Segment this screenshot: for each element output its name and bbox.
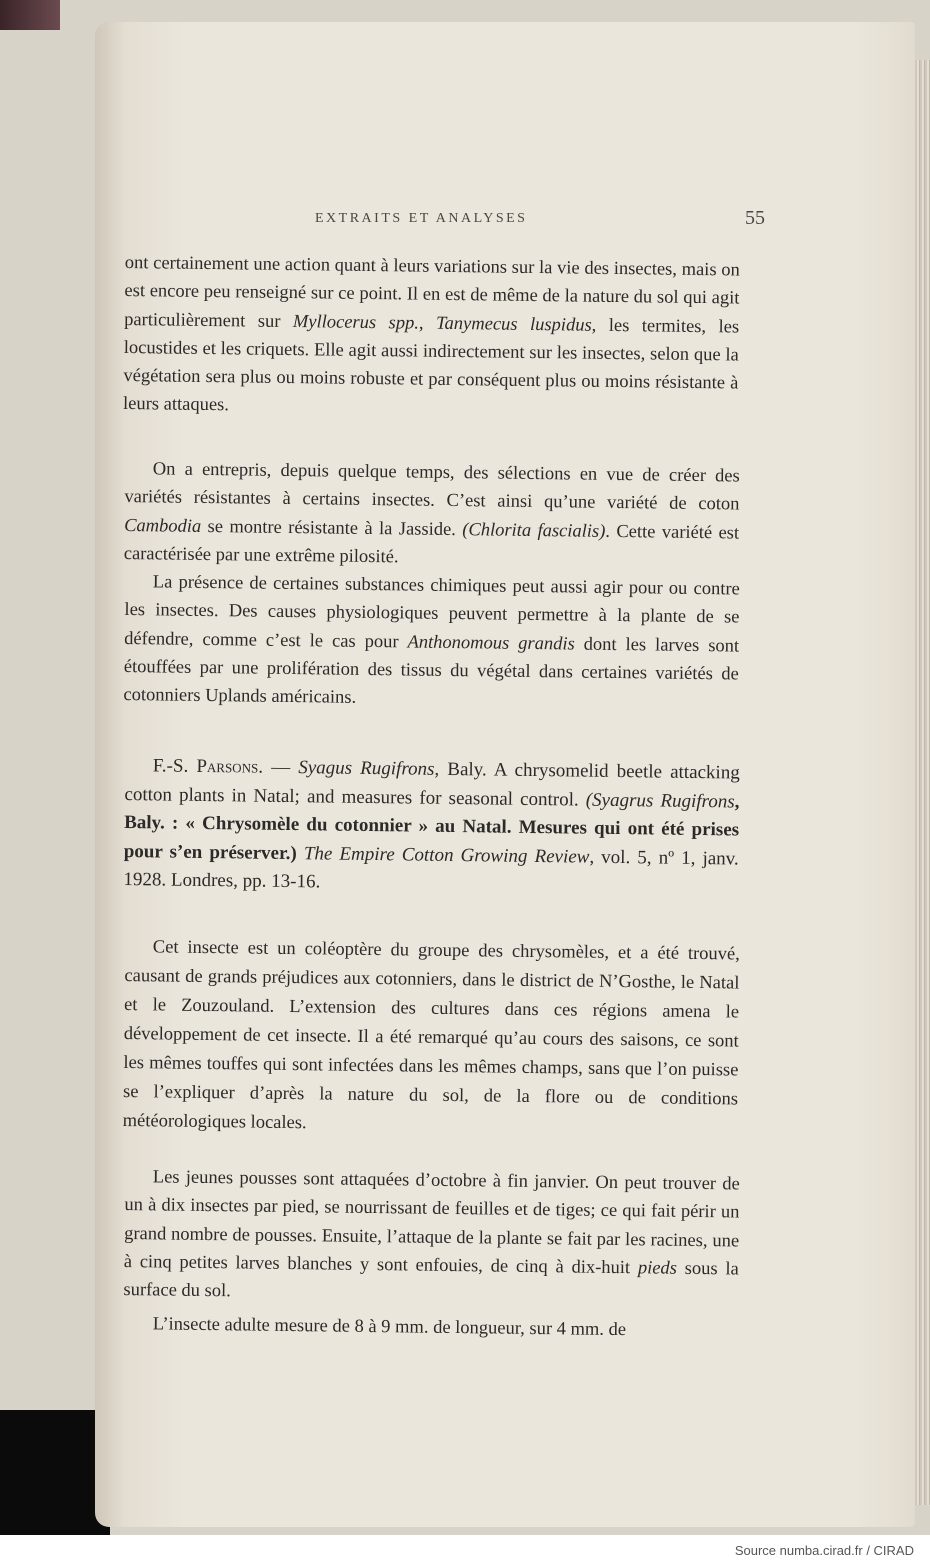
species-name: Tanymecus luspidus (435, 313, 592, 336)
text-run: dont les larves sont étouffées par une prolifération des tissus du végétal dans certaines variétés de cotonniers Uplands américains. (123, 634, 740, 709)
species-name: Anthonomous grandis (407, 632, 575, 655)
paragraph-2 (124, 455, 740, 576)
paragraph-3 (123, 568, 740, 717)
emphasis: pieds (637, 1258, 678, 1279)
running-title: EXTRAITS ET ANALYSES (315, 211, 528, 226)
reference-author: F.-S. Parsons. (152, 755, 264, 778)
paragraph-5 (123, 1163, 740, 1312)
paragraph-4 (123, 933, 740, 1143)
text-run: , les termites, les locustides et les criquets. Elle agit aussi indirectement sur les insectes, selon que la végétation sera plus ou moins robuste et par conséquent plus ou moins résistante à leurs attaques. (122, 315, 740, 416)
species-name: Syagus Rugifrons (298, 757, 435, 780)
dark-background-corner (0, 1410, 110, 1535)
reference-details: , vol. 5, nº 1, janv. 1928. Londres, pp. 13-16. (123, 846, 739, 893)
reference-french-title: , Baly. : « Chrysomèle du cotonnier » au Natal. Mesures qui ont été prises pour s’en préserver.) (123, 790, 740, 864)
page-header (315, 207, 765, 233)
binding-edge-top (0, 0, 60, 30)
text-run: sous la surface du sol. (123, 1258, 739, 1302)
page-number: 55 (745, 207, 765, 229)
text-run: ont certainement une action quant à leurs variations sur la vie des insectes, mais on est encore peu renseigné sur ce point. Il en est de même de la nature du sol qui agit particulièrement sur (124, 252, 740, 332)
text-run: . Cette variété est caractérisée par une extrême pilosité. (123, 521, 740, 568)
species-name: (Syagrus Rugifrons (585, 789, 735, 812)
text-run: La présence de certaines substances chimiques peut aussi agir pour ou contre les insectes. Des causes physiologiques peuvent permettre à la plante de se défendre, comme c’est le cas pour (124, 572, 740, 653)
variety-name: Cambodia (124, 515, 202, 537)
species-name: (Chlorita fascialis) (462, 519, 606, 542)
text-run: Les jeunes pousses sont attaquées d’octobre à fin janvier. On peut trouver de un à dix insectes par pied, se nourrissant de feuilles et de tiges; ce qui fait périr un grand nombre de pousses. Ensuite, l’attaque de la plante se fait par les racines, une à cinq petites larves blanches y sont enfouies, de cinq à dix-huit (123, 1167, 740, 1279)
bibliographic-reference (123, 752, 740, 902)
text-run: On a entrepris, depuis quelque temps, des sélections en vue de créer des variétés résistantes à certains insectes. C’est ainsi qu’une variété de coton (124, 459, 740, 515)
paragraph-text: L’insecte adulte mesure de 8 à 9 mm. de longueur, sur 4 mm. de (152, 1314, 627, 1341)
text-run: se montre résistante à la Jasside. (201, 516, 463, 540)
reference-title: , Baly. A chrysomelid beetle attacking cotton plants in Natal; and measures for seasonal control. (124, 758, 740, 811)
text-run: — (262, 756, 299, 779)
journal-name: The Empire Cotton Growing Review (303, 842, 590, 868)
paragraph-1 (123, 249, 740, 426)
source-credit: Source numba.cirad.fr / CIRAD (734, 1543, 914, 1558)
species-name: Myllocerus spp. (292, 311, 420, 334)
text-run: , (418, 313, 437, 334)
paragraph-text: Cet insecte est un coléoptère du groupe des chrysomèles, et a été trouvé, causant de grands préjudices aux cotonniers, dans le district de N’Gosthe, le Natal et le Zouzouland. L’extension des cultures dans ces régions amena le développement de cet insecte. Il a été remarqué qu’au cours des saisons, ce sont les mêmes touffes qui sont infectées dans les mêmes champs, sans que l’on puisse se l’expliquer d’après la nature du sol, de la flore ou de conditions météorologiques locales. (122, 937, 740, 1134)
